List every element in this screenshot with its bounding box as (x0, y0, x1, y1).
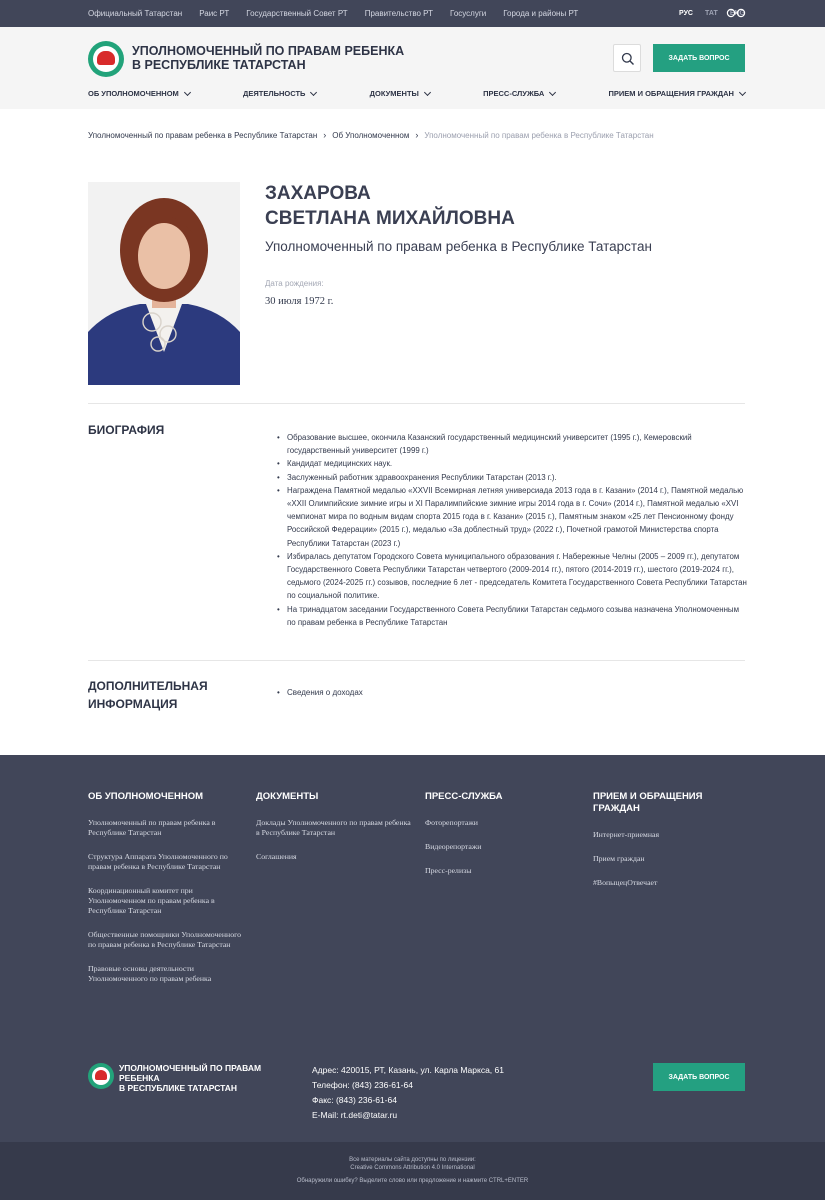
list-item: • Кандидат медицинских наук. (277, 457, 747, 470)
email[interactable]: E-Mail: rt.deti@tatar.ru (312, 1110, 398, 1120)
site-footer (0, 755, 825, 1142)
list-item: • На тринадцатом заседании Государственного Совета Республики Татарстан седьмого созыва назначена Уполномоченным по правам ребенка в Республике Татарстан (277, 603, 747, 629)
ombudsman-photo (88, 182, 240, 385)
chevron-down-icon (424, 88, 431, 95)
chevron-right-icon: › (323, 130, 327, 140)
list-item: • Образование высшее, окончила Казанский государственный медицинский университет (1995 г.), Кемеровский государственный университет (1999 г.) (277, 431, 747, 457)
footer-link[interactable]: Общественные помощники Уполномоченного по правам ребенка в Республике Татарстан (88, 930, 242, 949)
fax: Факс: (843) 236-61-64 (312, 1095, 397, 1105)
nav-about[interactable]: ОБ УПОЛНОМОЧЕННОМ (88, 89, 190, 98)
list-item: • Награждена Памятной медалью «XXVII Всемирная летняя универсиада 2013 года в г. Казани» (2014 г.), Памятной медалью «XXII Олимпийские зимние игры и XI Паралимпийские зимние игры 2014 года в г. Сочи» (2014 г.), Памятной медалью «XVI чемпионат мира по водным видам спорта 2015 года в г. Казани» (2015 г.), Памятным знаком «25 лет Пенсионному фонду Российской Федерации» (2015 г.), медалью «За доблестный труд» (2022 г.), Почетной грамотой Министерства спорта Республики Татарстан (2023 г.) (277, 484, 747, 550)
additional-info-title: ДОПОЛНИТЕЛЬНАЯ ИНФОРМАЦИЯ (88, 679, 208, 711)
footer-column-about (88, 791, 243, 998)
link-cities[interactable]: Города и районы РТ (503, 9, 579, 18)
footer-link[interactable]: Правовые основы деятельности Уполномоченного по правам ребенка (88, 964, 212, 983)
error-report-hint: Обнаружили ошибку? Выделите слово или предложение и нажмите CTRL+ENTER (296, 1178, 529, 1184)
chevron-right-icon: › (415, 130, 419, 140)
footer-contacts (312, 1063, 504, 1123)
footer-link[interactable]: Прием граждан (593, 854, 645, 863)
chevron-down-icon (310, 88, 317, 95)
person-position: Уполномоченный по правам ребенка в Республике Татарстан (265, 239, 652, 254)
site-header (0, 27, 825, 109)
chevron-down-icon (549, 88, 556, 95)
tatarstan-emblem-logo[interactable] (88, 41, 124, 77)
top-bar (0, 0, 825, 27)
footer-link[interactable]: Доклады Уполномоченного по правам ребенка в Республике Татарстан (256, 818, 411, 837)
link-gosuslugi[interactable]: Госуслуги (450, 9, 487, 18)
breadcrumb (88, 130, 654, 140)
footer-column-title: ОБ УПОЛНОМОЧЕННОМ (88, 791, 204, 802)
divider (88, 660, 745, 661)
footer-column-press (425, 791, 580, 890)
list-item: • Заслуженный работник здравоохранения Республики Татарстан (2013 г.). (277, 471, 747, 484)
main-nav (88, 89, 745, 98)
footer-org-title: УПОЛНОМОЧЕННЫЙ ПО ПРАВАМ РЕБЕНКА В РЕСПУБЛИКЕ ТАТАРСТАН (119, 1063, 262, 1093)
bottom-bar (0, 1142, 825, 1200)
footer-column-title: ДОКУМЕНТЫ (256, 791, 319, 802)
income-info-link[interactable]: • Сведения о доходах (277, 688, 363, 697)
link-rais[interactable]: Раис РТ (199, 9, 230, 18)
footer-column-title: ПРИЕМ И ОБРАЩЕНИЯ ГРАЖДАН (593, 791, 703, 814)
search-icon (621, 52, 635, 66)
footer-link[interactable]: Уполномоченный по правам ребенка в Республике Татарстан (88, 818, 216, 837)
search-button[interactable] (613, 44, 641, 72)
breadcrumb-current: Уполномоченный по правам ребенка в Республике Татарстан (424, 130, 654, 140)
footer-link[interactable]: Структура Аппарата Уполномоченного по правам ребенка в Республике Татарстан (88, 852, 228, 871)
footer-link[interactable]: Соглашения (256, 852, 297, 861)
address: Адрес: 420015, РТ, Казань, ул. Карла Маркса, 61 (312, 1065, 504, 1075)
government-links (88, 0, 578, 27)
chevron-down-icon (184, 88, 191, 95)
footer-emblem-logo[interactable] (88, 1063, 114, 1089)
nav-documents[interactable]: ДОКУМЕНТЫ (370, 89, 430, 98)
link-state-council[interactable]: Государственный Совет РТ (246, 9, 348, 18)
breadcrumb-about[interactable]: Об Уполномоченном (332, 130, 410, 140)
lang-eng[interactable]: ENG (729, 10, 745, 17)
link-official-tatarstan[interactable]: Официальный Татарстан (88, 9, 183, 18)
list-item: • Избиралась депутатом Городского Совета муниципального образования г. Набережные Челны (2005 – 2009 гг.), депутатом Государственного Совета Республики Татарстан четвертого (2009-2014 гг.), пятого (2014-2019 гг.), шестого (2019-2024 гг.), седьмого (2024-2025 гг.) созывов, последние 6 лет - председатель Комитета Государственного Совета Республики Татарстан по социальной политике. (277, 550, 747, 603)
ask-question-button[interactable]: ЗАДАТЬ ВОПРОС (653, 44, 745, 72)
footer-link[interactable]: Фоторепортажи (425, 818, 478, 827)
site-title[interactable]: УПОЛНОМОЧЕННЫЙ ПО ПРАВАМ РЕБЕНКА В РЕСПУБЛИКЕ ТАТАРСТАН (132, 44, 405, 72)
footer-link[interactable]: Видеорепортажи (425, 842, 482, 851)
biography-list (277, 431, 747, 629)
divider (88, 403, 745, 404)
footer-link[interactable]: #ВопыцецОтвечает (593, 878, 658, 887)
footer-column-documents (256, 791, 411, 876)
additional-info-list (277, 688, 363, 697)
breadcrumb-home[interactable]: Уполномоченный по правам ребенка в Республике Татарстан (88, 130, 318, 140)
person-name: ЗАХАРОВА СВЕТЛАНА МИХАЙЛОВНА (265, 183, 515, 229)
footer-ask-question-button[interactable]: ЗАДАТЬ ВОПРОС (653, 1063, 745, 1091)
lang-rus[interactable]: РУС (679, 10, 693, 17)
footer-link[interactable]: Пресс-релизы (425, 866, 472, 875)
footer-link[interactable]: Интернет-приемная (593, 830, 660, 839)
footer-column-title: ПРЕСС-СЛУЖБА (425, 791, 503, 802)
phone[interactable]: Телефон: (843) 236-61-64 (312, 1080, 413, 1090)
lang-tat[interactable]: ТАТ (705, 10, 718, 17)
link-government[interactable]: Правительство РТ (364, 9, 434, 18)
chevron-down-icon (739, 88, 746, 95)
nav-reception[interactable]: ПРИЕМ И ОБРАЩЕНИЯ ГРАЖДАН (609, 89, 745, 98)
footer-column-reception (593, 791, 748, 902)
license-text: Все материалы сайта доступны по лицензии: Creative Commons Attribution 4.0 International (349, 1157, 476, 1171)
nav-activity[interactable]: ДЕЯТЕЛЬНОСТЬ (243, 89, 316, 98)
birth-date-value: 30 июля 1972 г. (265, 296, 334, 307)
biography-title: БИОГРАФИЯ (88, 423, 165, 437)
nav-press[interactable]: ПРЕСС-СЛУЖБА (483, 89, 555, 98)
birth-date-label: Дата рождения: (265, 279, 324, 288)
footer-link[interactable]: Координационный комитет при Уполномоченном по правам ребенка в Республике Татарстан (88, 886, 215, 915)
glasses-icon[interactable] (726, 8, 746, 18)
